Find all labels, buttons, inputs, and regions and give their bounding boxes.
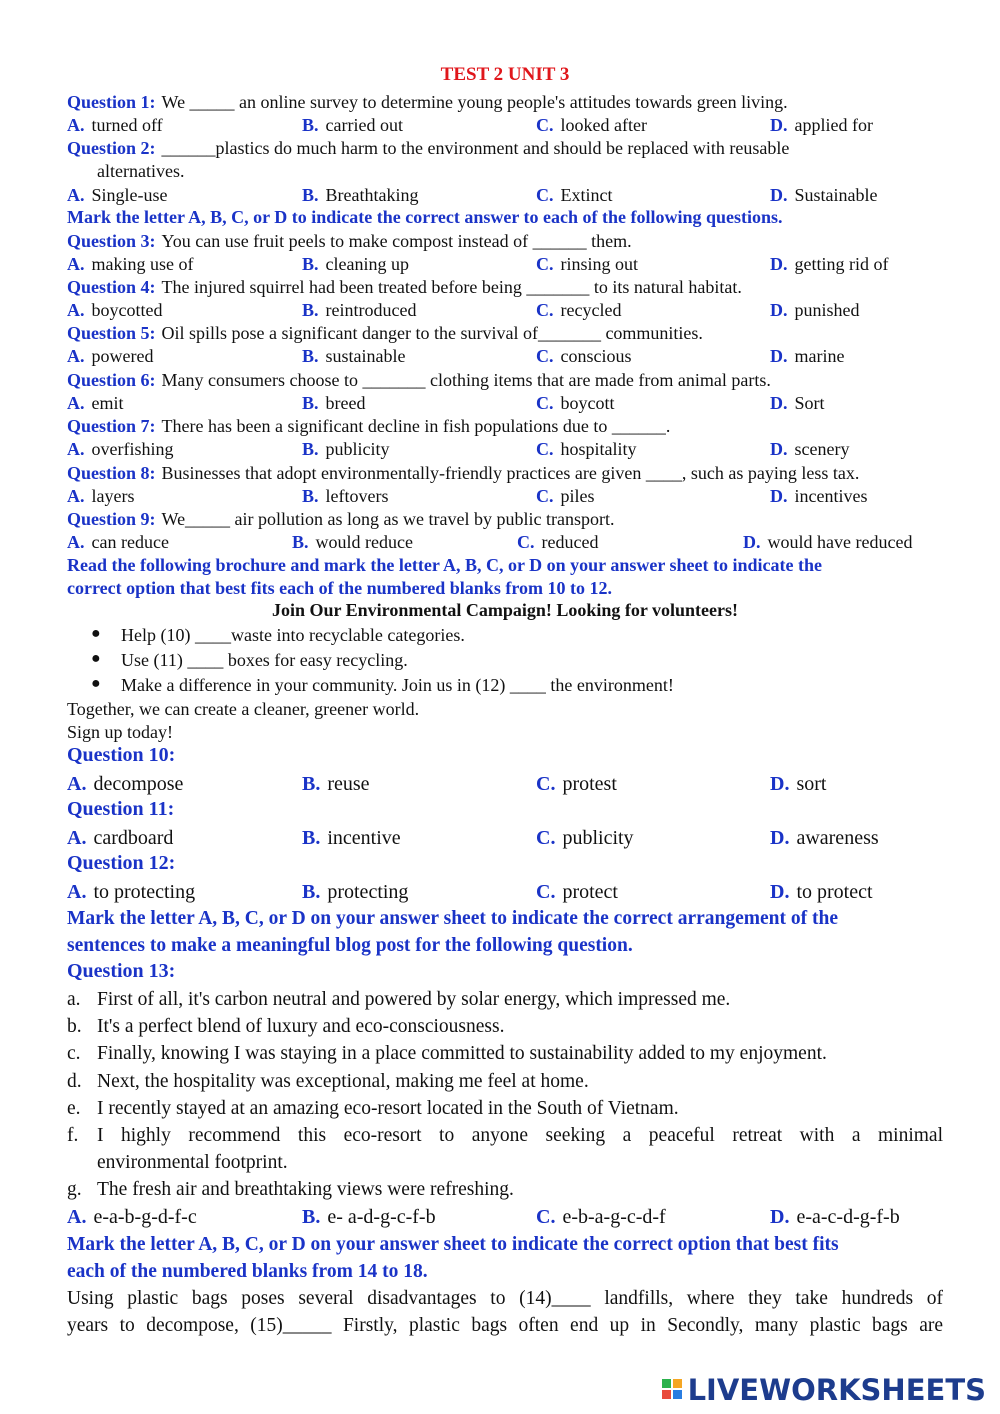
question-6 xyxy=(67,369,771,391)
option-c[interactable]: C. piles xyxy=(536,486,595,506)
brochure-line: Together, we can create a cleaner, greener world. xyxy=(67,699,420,719)
sentence-item: f. xyxy=(67,1125,79,1146)
question-1 xyxy=(67,91,788,113)
instruction: correct option that best fits each of the numbered blanks from 10 to 12. xyxy=(67,578,612,598)
passage-line: years to decompose, (15)_____ Firstly, plastic bags often end up in Secondly, many plastic bags are xyxy=(67,1315,943,1336)
brochure-title: Join Our Environmental Campaign! Looking for volunteers! xyxy=(271,600,739,620)
option-d[interactable]: D. sort xyxy=(770,773,827,795)
option-c[interactable]: C. publicity xyxy=(536,827,634,849)
question-text: The injured squirrel had been treated before being _______ to its natural habitat. xyxy=(161,277,742,297)
bullet-icon: ● xyxy=(91,650,101,667)
question-8 xyxy=(67,462,859,484)
option-a[interactable]: A. Single-use xyxy=(67,185,168,205)
option-b[interactable]: B. leftovers xyxy=(302,486,389,506)
option-a[interactable]: A. emit xyxy=(67,393,124,413)
brochure-bullet: ● Make a difference in your community. Join us in (12) ____ the environment! xyxy=(91,675,674,695)
instruction: Read the following brochure and mark the letter A, B, C, or D on your answer sheet to indicate the xyxy=(67,555,822,575)
option-c[interactable]: C. boycott xyxy=(536,393,615,413)
question-5 xyxy=(67,322,703,344)
option-c[interactable]: C. protest xyxy=(536,773,617,795)
option-a[interactable]: A. to protecting xyxy=(67,881,196,903)
option-d[interactable]: D. applied for xyxy=(770,115,873,135)
question-text: ______plastics do much harm to the environment and should be replaced with reusable xyxy=(161,138,790,158)
question-label: Question 7: xyxy=(67,416,156,436)
question-label: Question 8: xyxy=(67,463,156,483)
question-7 xyxy=(67,415,670,437)
option-a[interactable]: A. layers xyxy=(67,486,135,506)
question-text: Oil spills pose a significant danger to the survival of_______ communities. xyxy=(161,323,703,343)
question-label: Question 4: xyxy=(67,277,156,297)
question-label: Question 2: xyxy=(67,138,156,158)
question-9 xyxy=(67,508,614,530)
option-a[interactable]: A. overfishing xyxy=(67,439,174,459)
option-b[interactable]: B. reintroduced xyxy=(302,300,417,320)
question-text: Businesses that adopt environmentally-friendly practices are given ____, such as paying less tax. xyxy=(161,463,860,483)
instruction: sentences to make a meaningful blog post for the following question. xyxy=(67,935,633,956)
question-label: Question 9: xyxy=(67,509,156,529)
option-b[interactable]: B. cleaning up xyxy=(302,254,409,274)
option-d[interactable]: D. marine xyxy=(770,346,845,366)
option-b[interactable]: B. sustainable xyxy=(302,346,406,366)
question-text: You can use fruit peels to make compost instead of ______ them. xyxy=(161,231,632,251)
bullet-icon: ● xyxy=(91,675,101,692)
brochure-line: Sign up today! xyxy=(67,722,173,742)
liveworksheets-logo[interactable] xyxy=(662,1373,986,1407)
option-b[interactable]: B. incentive xyxy=(302,827,401,849)
option-a[interactable]: A. making use of xyxy=(67,254,194,274)
option-a[interactable]: A. decompose xyxy=(67,773,184,795)
option-b[interactable]: B. reuse xyxy=(302,773,370,795)
option-d[interactable]: D. incentives xyxy=(770,486,868,506)
sentence-item: c. Finally, knowing I was staying in a place committed to sustainability added to my enjoyment. xyxy=(67,1043,827,1064)
question-13-label: Question 13: xyxy=(67,960,176,982)
question-label: Question 5: xyxy=(67,323,156,343)
question-label: Question 1: xyxy=(67,92,156,112)
option-c[interactable]: C. protect xyxy=(536,881,618,903)
option-b[interactable]: B. protecting xyxy=(302,881,409,903)
option-b[interactable]: B. Breathtaking xyxy=(302,185,419,205)
sentence-item: b. It's a perfect blend of luxury and eco-consciousness. xyxy=(67,1016,505,1037)
question-text: We_____ air pollution as long as we travel by public transport. xyxy=(161,509,615,529)
sentence-item: e. I recently stayed at an amazing eco-resort located in the South of Vietnam. xyxy=(67,1098,679,1119)
option-a[interactable]: A. cardboard xyxy=(67,827,174,849)
sentence-item: g. The fresh air and breathtaking views were refreshing. xyxy=(67,1179,514,1200)
option-a[interactable]: A. powered xyxy=(67,346,154,366)
option-d[interactable]: D. Sustainable xyxy=(770,185,878,205)
passage-line: Using plastic bags poses several disadvantages to (14)____ landfills, where they take hundreds of xyxy=(67,1288,943,1309)
option-d[interactable]: D. awareness xyxy=(770,827,879,849)
sentence-text-continued: environmental footprint. xyxy=(97,1152,288,1173)
option-a[interactable]: A. turned off xyxy=(67,115,163,135)
question-10-label: Question 10: xyxy=(67,744,176,766)
question-label: Question 3: xyxy=(67,231,156,251)
option-d[interactable]: D. getting rid of xyxy=(770,254,889,274)
instruction: Mark the letter A, B, C, or D on your answer sheet to indicate the correct option that best fits xyxy=(67,1234,839,1255)
instruction: Mark the letter A, B, C, or D to indicate the correct answer to each of the following questions. xyxy=(67,207,783,227)
option-a[interactable]: A. can reduce xyxy=(67,532,169,552)
option-d[interactable]: D. to protect xyxy=(770,881,873,903)
instruction: Mark the letter A, B, C, or D on your answer sheet to indicate the correct arrangement of the xyxy=(67,908,838,929)
option-d[interactable]: D. e-a-c-d-g-f-b xyxy=(770,1206,900,1228)
option-c[interactable]: C. Extinct xyxy=(536,185,613,205)
sentence-text: I highly recommend this eco-resort to anyone seeking a peaceful retreat with a minimal xyxy=(97,1125,943,1146)
sentence-item: d. Next, the hospitality was exceptional, making me feel at home. xyxy=(67,1071,589,1092)
option-a[interactable]: A. boycotted xyxy=(67,300,163,320)
question-4 xyxy=(67,276,742,298)
brochure-bullet: ● Use (11) ____ boxes for easy recycling. xyxy=(91,650,408,670)
question-12-label: Question 12: xyxy=(67,852,176,874)
option-a[interactable]: A. e-a-b-g-d-f-c xyxy=(67,1206,197,1228)
option-c[interactable]: C. conscious xyxy=(536,346,632,366)
question-label: Question 6: xyxy=(67,370,156,390)
option-c[interactable]: C. reduced xyxy=(517,532,599,552)
sentence-item: a. First of all, it's carbon neutral and powered by solar energy, which impressed me. xyxy=(67,989,731,1010)
question-text: There has been a significant decline in fish populations due to ______. xyxy=(161,416,671,436)
option-c[interactable]: C. recycled xyxy=(536,300,622,320)
instruction: each of the numbered blanks from 14 to 18. xyxy=(67,1261,428,1282)
option-b[interactable]: B. carried out xyxy=(302,115,403,135)
option-c[interactable]: C. rinsing out xyxy=(536,254,639,274)
option-d[interactable]: D. scenery xyxy=(770,439,850,459)
option-c[interactable]: C. e-b-a-g-c-d-f xyxy=(536,1206,666,1228)
question-11-label: Question 11: xyxy=(67,798,175,820)
question-text: We _____ an online survey to determine young people's attitudes towards green living. xyxy=(161,92,788,112)
option-b[interactable]: B. breed xyxy=(302,393,366,413)
bullet-icon: ● xyxy=(91,625,101,642)
page-title: TEST 2 UNIT 3 xyxy=(440,64,570,85)
option-c[interactable]: C. hospitality xyxy=(536,439,637,459)
option-b[interactable]: B. would reduce xyxy=(292,532,413,552)
question-3 xyxy=(67,230,632,252)
option-d[interactable]: D. would have reduced xyxy=(743,532,913,552)
option-b[interactable]: B. e- a-d-g-c-f-b xyxy=(302,1206,436,1228)
question-2 xyxy=(67,137,789,159)
brochure-bullet: ● Help (10) ____waste into recyclable categories. xyxy=(91,625,465,645)
liveworksheets-logo-icon xyxy=(662,1379,684,1401)
option-b[interactable]: B. publicity xyxy=(302,439,390,459)
question-text-continued: alternatives. xyxy=(97,161,185,181)
option-d[interactable]: D. Sort xyxy=(770,393,825,413)
question-text: Many consumers choose to _______ clothing items that are made from animal parts. xyxy=(161,370,771,390)
option-d[interactable]: D. punished xyxy=(770,300,860,320)
option-c[interactable]: C. looked after xyxy=(536,115,647,135)
logo-text: LIVEWORKSHEETS xyxy=(687,1373,986,1407)
